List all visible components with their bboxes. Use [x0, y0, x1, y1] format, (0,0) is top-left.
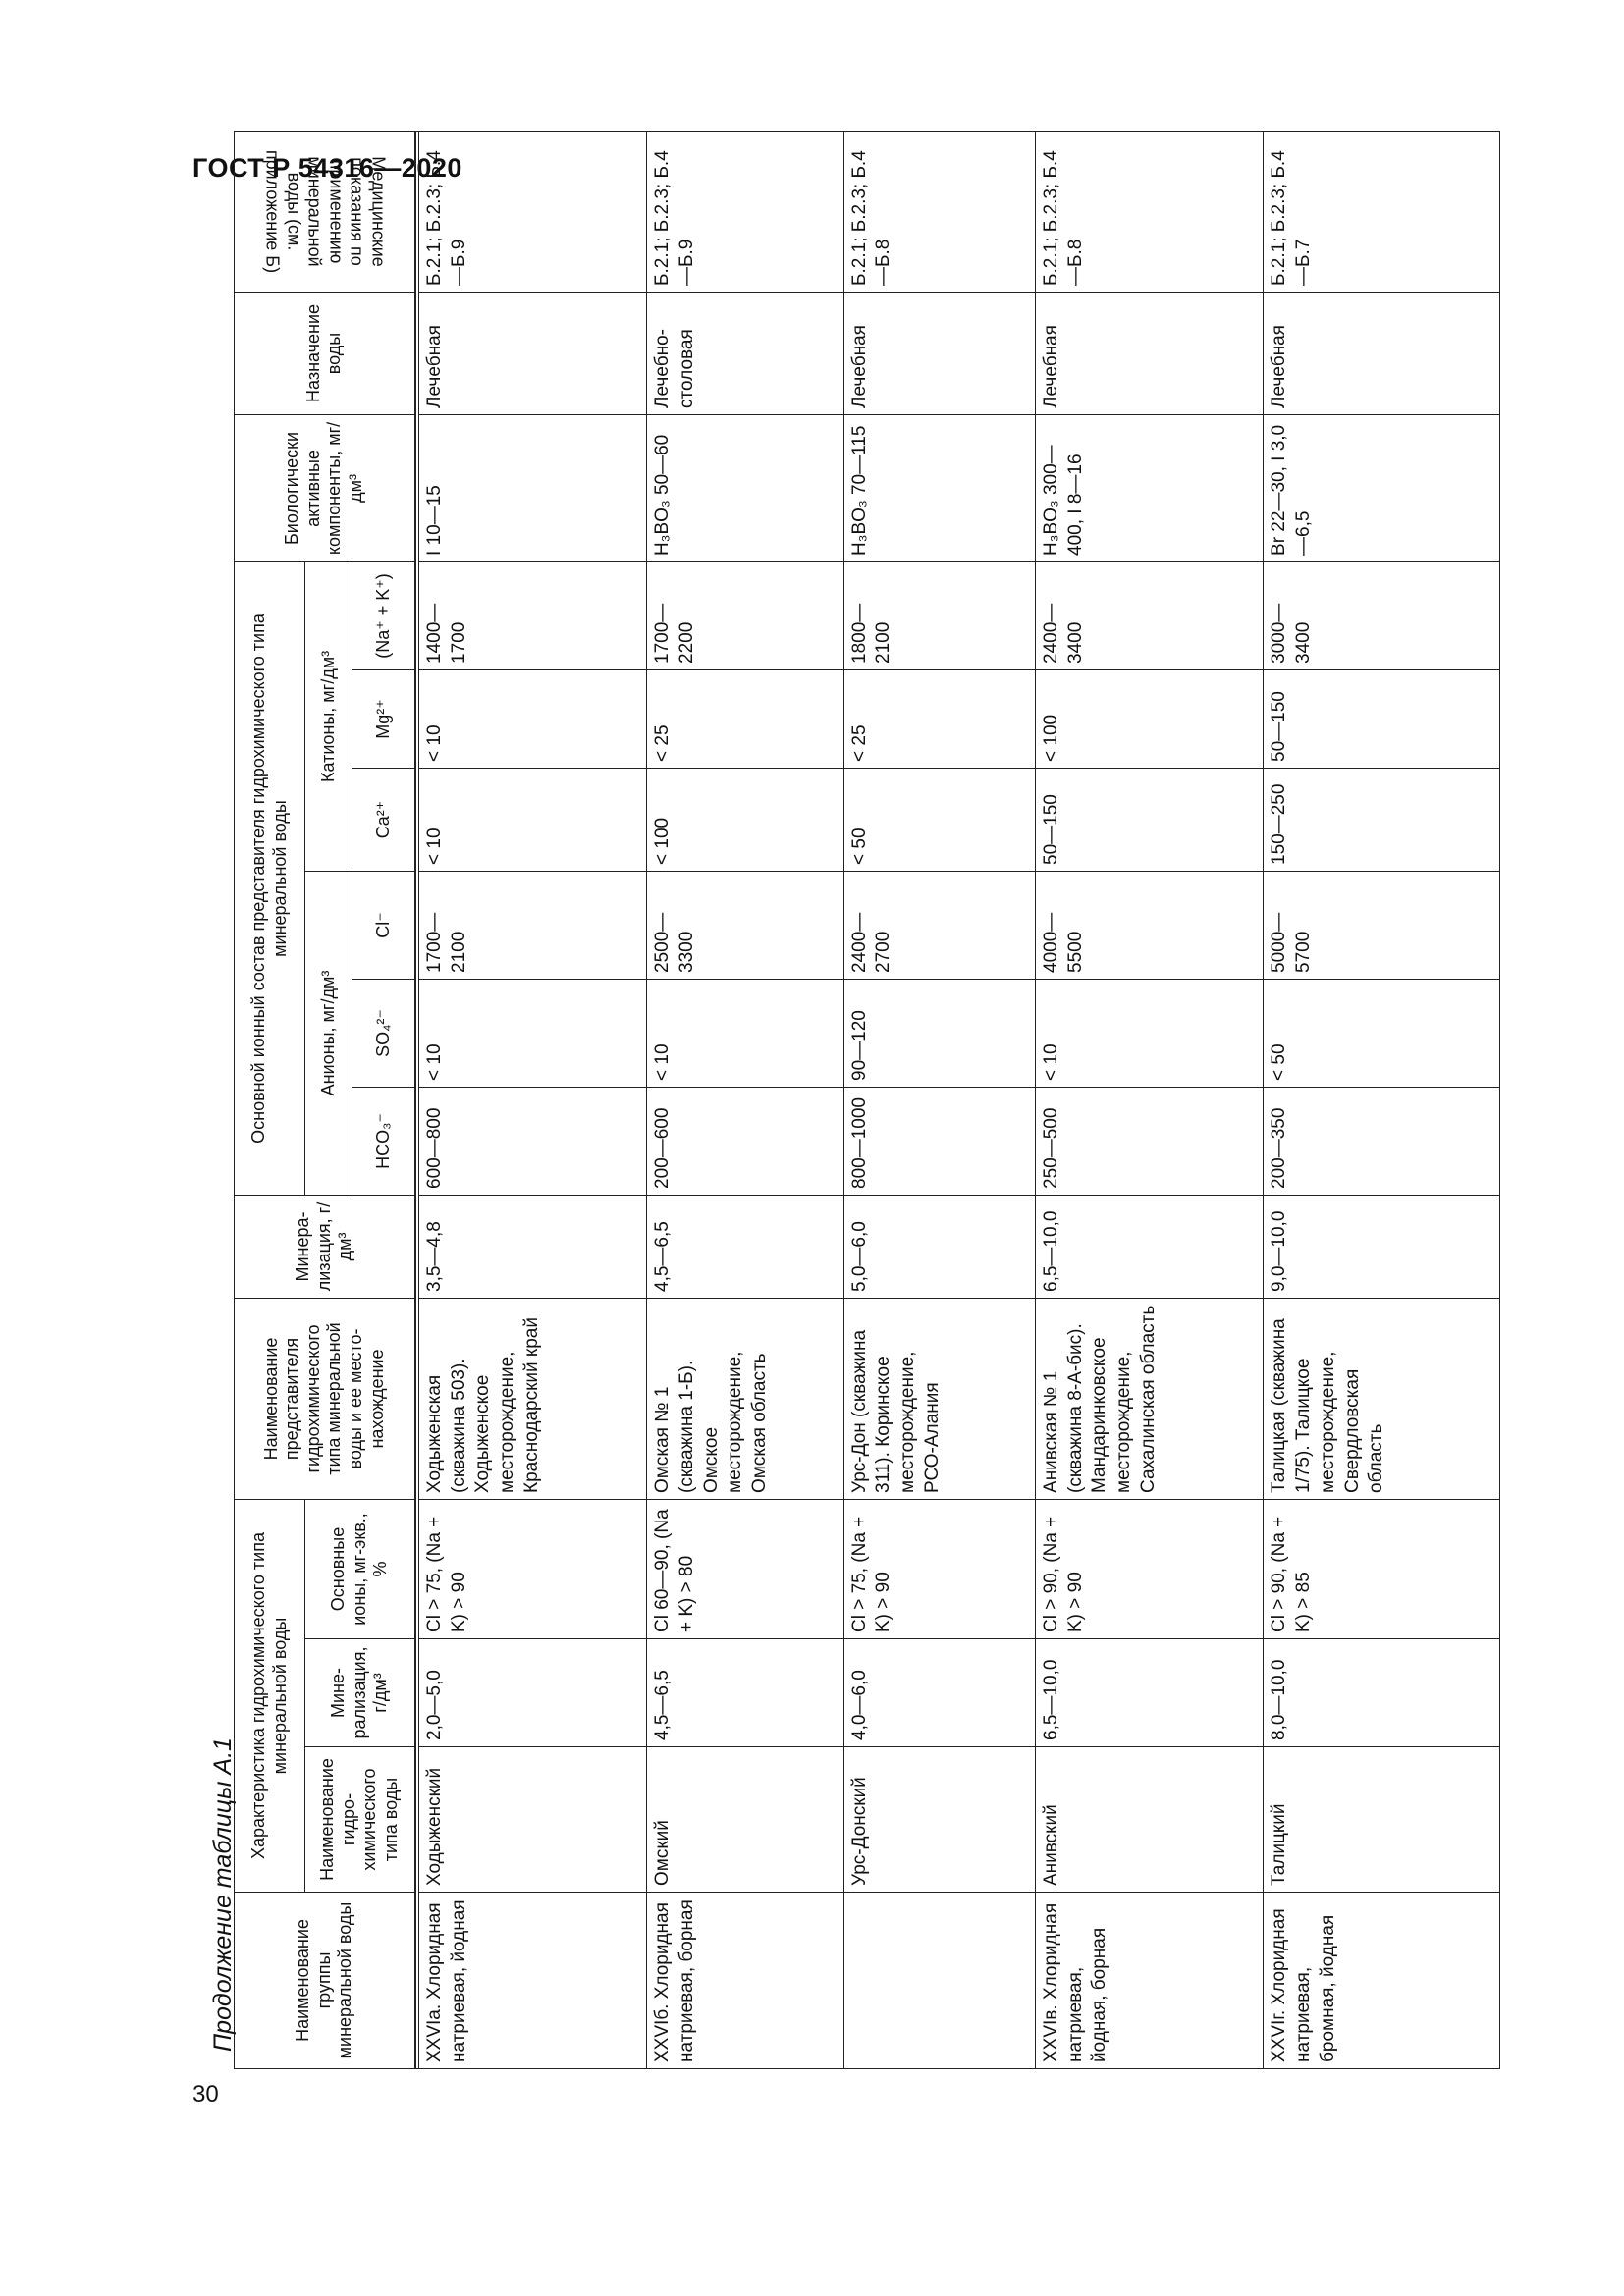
- cell-mg: < 25: [647, 669, 843, 768]
- cell-medical: Б.2.1; Б.2.3; Б.4—Б.7: [1264, 131, 1500, 292]
- cell-bioactive: I 10—15: [418, 414, 646, 561]
- cell-mineralization: 3,5—4,8: [418, 1195, 646, 1298]
- header-group: Наименование группы минеральной воды: [235, 1893, 415, 2069]
- cell-bioactive: H₃BO₃ 50—60: [647, 414, 843, 561]
- cell-group: [843, 1893, 1035, 2069]
- cell-so4: 90—120: [843, 979, 1035, 1087]
- cell-so4: < 10: [1036, 979, 1264, 1087]
- cell-type-ions: Cl > 75, (Na + K) > 90: [843, 1499, 1035, 1638]
- cell-type-name: Анивский: [1036, 1747, 1264, 1893]
- page-number: 30: [192, 2081, 219, 2108]
- cell-representative: Урс-Дон (скважина 311). Коринское месторождение, РСО-Алания: [843, 1298, 1035, 1499]
- cell-type-mineralization: 4,0—6,0: [843, 1639, 1035, 1747]
- cell-na-k: 1800—2100: [843, 561, 1035, 669]
- cell-type-ions: Cl > 90, (Na + K) > 90: [1036, 1499, 1264, 1638]
- cell-hco3: 200—600: [647, 1087, 843, 1195]
- cell-mineralization: 5,0—6,0: [843, 1195, 1035, 1298]
- header-representative: Наименование представителя гидрохимического типа минеральной воды и ее местонахождение: [235, 1298, 415, 1499]
- cell-hco3: 800—1000: [843, 1087, 1035, 1195]
- cell-ca: < 10: [418, 768, 646, 871]
- cell-type-ions: Cl > 90, (Na + K) > 85: [1264, 1499, 1500, 1638]
- cell-group: XXVIг. Хлоридная натриевая, бромная, йодная: [1264, 1893, 1500, 2069]
- cell-ca: 50—150: [1036, 768, 1264, 871]
- table-row: [843, 131, 1035, 2068]
- cell-medical: Б.2.1; Б.2.3; Б.4—Б.8: [843, 131, 1035, 292]
- cell-purpose: Лечебная: [843, 292, 1035, 414]
- cell-purpose: Лечебная: [1036, 292, 1264, 414]
- cell-hco3: 200—350: [1264, 1087, 1500, 1195]
- header-mg: Mg²⁺: [352, 669, 415, 768]
- cell-cl: 5000—5700: [1264, 871, 1500, 979]
- header-char-mineralization: Минерализация, г/дм³: [305, 1639, 415, 1747]
- cell-type-mineralization: 2,0—5,0: [418, 1639, 646, 1747]
- header-medical-text: Медицинские показания по применению минеральной воды (см. приложение Б): [262, 149, 389, 274]
- table-row: [418, 131, 646, 2068]
- cell-mg: < 25: [843, 669, 1035, 768]
- cell-na-k: 1400—1700: [418, 561, 646, 669]
- cell-group: XXVIа. Хлоридная натриевая, йодная: [418, 1893, 646, 2069]
- header-anions: Анионы, мг/дм³: [305, 871, 352, 1195]
- table-caption: Продолжение таблицы А.1: [209, 1737, 237, 2052]
- header-bioactive: Биологически активные компоненты, мг/дм³: [235, 414, 415, 561]
- cell-representative: Омская № 1 (скважина 1-Б). Омское месторождение, Омская область: [647, 1298, 843, 1499]
- cell-type-ions: Cl > 75, (Na + K) > 90: [418, 1499, 646, 1638]
- cell-so4: < 10: [418, 979, 646, 1087]
- cell-purpose: Лечебно-столовая: [647, 292, 843, 414]
- table-row: [647, 131, 843, 2068]
- header-cations: Катионы, мг/дм³: [305, 561, 352, 871]
- cell-cl: 2500—3300: [647, 871, 843, 979]
- cell-ca: 150—250: [1264, 768, 1500, 871]
- header-characteristics: Характеристика гидрохимического типа минеральной воды: [235, 1499, 305, 1892]
- cell-na-k: 1700—2200: [647, 561, 843, 669]
- header-ca: Ca²⁺: [352, 768, 415, 871]
- cell-medical: Б.2.1; Б.2.3; Б.4—Б.9: [418, 131, 646, 292]
- cell-representative: Ходыженская (скважина 503). Ходыженское месторождение, Краснодарский край: [418, 1298, 646, 1499]
- cell-mineralization: 4,5—6,5: [647, 1195, 843, 1298]
- header-so4: SO₄²⁻: [352, 979, 415, 1087]
- header-char-name: Наименование гидрохимического типа воды: [305, 1747, 415, 1893]
- cell-medical: Б.2.1; Б.2.3; Б.4—Б.9: [647, 131, 843, 292]
- cell-mg: < 100: [1036, 669, 1264, 768]
- cell-type-ions: Cl 60—90, (Na + K) > 80: [647, 1499, 843, 1638]
- mineral-water-table: [234, 131, 1500, 2069]
- cell-type-name: Ходыженский: [418, 1747, 646, 1893]
- header-medical: [235, 131, 415, 292]
- header-ionic-composition: Основной ионный состав представителя гидрохимического типа минеральной воды: [235, 561, 305, 1195]
- cell-cl: 2400—2700: [843, 871, 1035, 979]
- cell-type-mineralization: 8,0—10,0: [1264, 1639, 1500, 1747]
- cell-so4: < 10: [647, 979, 843, 1087]
- cell-cl: 1700—2100: [418, 871, 646, 979]
- header-hco3: HCO₃⁻: [352, 1087, 415, 1195]
- cell-so4: < 50: [1264, 979, 1500, 1087]
- cell-purpose: Лечебная: [418, 292, 646, 414]
- cell-mg: 50—150: [1264, 669, 1500, 768]
- cell-representative: Анивская № 1 (скважина 8-А-бис). Мандаринковское месторождение, Сахалинская область: [1036, 1298, 1264, 1499]
- header-cl: Cl⁻: [352, 871, 415, 979]
- cell-hco3: 600—800: [418, 1087, 646, 1195]
- header-row-1: [235, 131, 305, 2068]
- cell-bioactive: H₃BO₃ 70—115: [843, 414, 1035, 561]
- table-row: [1036, 131, 1264, 2068]
- cell-purpose: Лечебная: [1264, 292, 1500, 414]
- cell-type-mineralization: 4,5—6,5: [647, 1639, 843, 1747]
- header-mineralization: Минерализация, г/дм³: [235, 1195, 415, 1298]
- cell-hco3: 250—500: [1036, 1087, 1264, 1195]
- cell-medical: Б.2.1; Б.2.3; Б.4—Б.8: [1036, 131, 1264, 292]
- cell-mineralization: 6,5—10,0: [1036, 1195, 1264, 1298]
- cell-type-name: Омский: [647, 1747, 843, 1893]
- cell-type-mineralization: 6,5—10,0: [1036, 1639, 1264, 1747]
- header-purpose: Назначение воды: [235, 292, 415, 414]
- document-id: ГОСТ Р 54316—2020: [192, 153, 462, 183]
- cell-mineralization: 9,0—10,0: [1264, 1195, 1500, 1298]
- table-row: [1264, 131, 1500, 2068]
- cell-bioactive: Br 22—30, I 3,0—6,5: [1264, 414, 1500, 561]
- cell-na-k: 2400—3400: [1036, 561, 1264, 669]
- cell-group: XXVIб. Хлоридная натриевая, борная: [647, 1893, 843, 2069]
- cell-type-name: Урс-Донский: [843, 1747, 1035, 1893]
- cell-type-name: Талицкий: [1264, 1747, 1500, 1893]
- cell-ca: < 50: [843, 768, 1035, 871]
- cell-na-k: 3000—3400: [1264, 561, 1500, 669]
- cell-mg: < 10: [418, 669, 646, 768]
- cell-cl: 4000—5500: [1036, 871, 1264, 979]
- cell-ca: < 100: [647, 768, 843, 871]
- header-na-k: (Na⁺ + K⁺): [352, 561, 415, 669]
- cell-group: XXVIв. Хлоридная натриевая, йодная, борная: [1036, 1893, 1264, 2069]
- header-char-ions: Основные ионы, мг-экв., %: [305, 1499, 415, 1638]
- cell-bioactive: H₃BO₃ 300—400, I 8—16: [1036, 414, 1264, 561]
- cell-representative: Талицкая (скважина 1/75). Талицкое месторождение, Свердловская область: [1264, 1298, 1500, 1499]
